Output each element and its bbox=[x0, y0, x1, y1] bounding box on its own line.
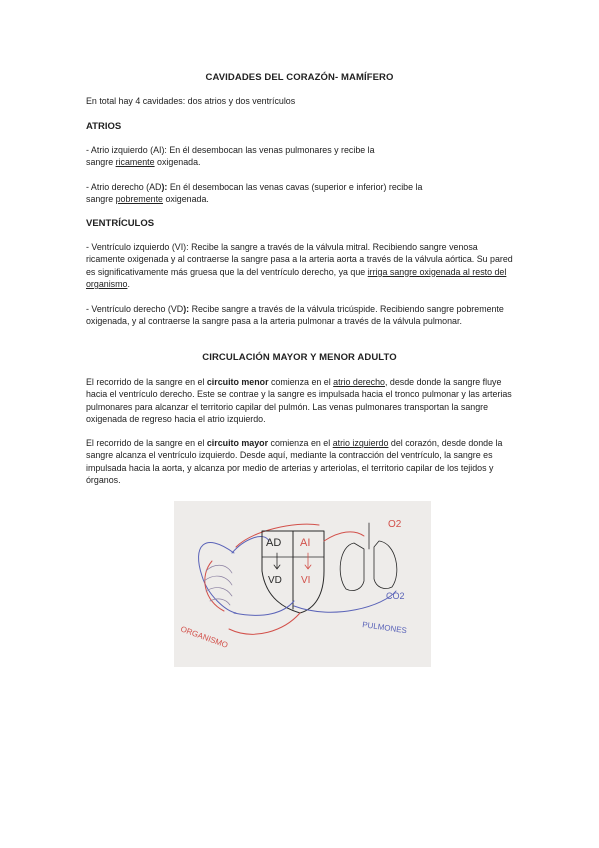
atrio-derecho-paragraph bbox=[86, 181, 518, 206]
document-title: CAVIDADES DEL CORAZÓN- MAMÍFERO bbox=[205, 72, 394, 83]
organismo-arterial-loop bbox=[205, 561, 224, 611]
ventriculo-derecho-text-1: - Ventrículo derecho (VD bbox=[86, 304, 184, 314]
circuito-menor-text-3: , desde donde la sangre fluye hacia el ventrículo derecho. Este se contrae y la sangre es impulsada hacia el tronco pulmonar y las arterias pulmonares para alcanzar el territorio capilar del pulmón. Las venas pulmonares transportan la sangre oxigenada de regreso hacia el atrio izquierdo. bbox=[86, 377, 512, 424]
venas-pulmonares bbox=[324, 532, 364, 541]
ventriculo-izquierdo-underlined: irriga sangre oxigenada al resto del organismo bbox=[86, 266, 507, 289]
circulation-diagram bbox=[174, 501, 431, 667]
atrio-izquierdo-text-3: oxigenada. bbox=[154, 157, 201, 168]
atrios-heading: ATRIOS bbox=[86, 121, 122, 132]
atrio-derecho-text-1: - Atrio derecho (AD bbox=[86, 182, 162, 192]
label-organismo: ORGANISMO bbox=[179, 624, 230, 650]
vena-cava bbox=[232, 537, 269, 553]
ventriculo-derecho-text-2: Recibe sangre a través de la válvula tricúspide. Recibiendo sangre pobremente oxigenada, y al contraerse la sangre pasa a la arteria pulmonar a través de la válvula pulmonar. bbox=[86, 304, 504, 327]
label-o2: O2 bbox=[388, 519, 402, 530]
pulmon-izquierdo bbox=[340, 543, 364, 591]
ventriculo-izquierdo-text-1: - Ventrículo izquierdo (VI): Recibe la sangre a través de la válvula mitral. Recibiendo sangre venosa ricamente oxigenada y al contraerse la sangre pasa a la arteria aorta a través de la válvula aórtica. Su pared es significativamente más gruesa que la del ventrículo derecho, ya que bbox=[86, 242, 513, 277]
atrio-izquierdo-text-2: sangre bbox=[86, 157, 116, 168]
label-pulmones: PULMONES bbox=[361, 620, 408, 636]
circulation-drawing bbox=[174, 501, 431, 667]
circuito-menor-text-2: comienza en el bbox=[268, 377, 334, 387]
atrio-derecho-underlined: pobremente bbox=[115, 194, 163, 205]
ventriculo-izquierdo-text-2: . bbox=[127, 278, 130, 289]
label-ad: AD bbox=[266, 537, 282, 549]
atrio-derecho-bold: ): bbox=[161, 182, 168, 192]
circuito-mayor-underlined: atrio izquierdo bbox=[332, 438, 389, 448]
arteria-organismo bbox=[229, 613, 300, 634]
circulacion-heading: CIRCULACIÓN MAYOR Y MENOR ADULTO bbox=[202, 352, 397, 363]
circuito-mayor-paragraph bbox=[86, 437, 518, 486]
circuito-mayor-bold: circuito mayor bbox=[206, 438, 269, 448]
label-co2: CO2 bbox=[386, 591, 405, 601]
ventriculo-derecho-bold: ): bbox=[183, 304, 190, 314]
organismo-venous-loop bbox=[199, 543, 236, 613]
intro-text: En total hay 4 cavidades: dos atrios y dos ventrículos bbox=[86, 96, 296, 106]
ventriculos-heading: VENTRÍCULOS bbox=[86, 218, 155, 229]
circuito-menor-paragraph bbox=[86, 376, 518, 425]
atrio-izquierdo-text-1: - Atrio izquierdo (AI): En él desembocan las venas pulmonares y recibe la bbox=[86, 145, 375, 155]
atrio-izquierdo-underlined: ricamente bbox=[115, 157, 155, 168]
circuito-menor-bold: circuito menor bbox=[206, 377, 269, 387]
atrio-derecho-text-4: oxigenada. bbox=[162, 194, 209, 205]
arrow-ai-vi bbox=[305, 553, 311, 569]
ventriculo-derecho-paragraph bbox=[86, 303, 518, 328]
label-vi: VI bbox=[301, 575, 311, 586]
circuito-menor-underlined: atrio derecho bbox=[333, 377, 385, 387]
circuito-mayor-text-3: del corazón, desde donde la sangre alcanza el ventrículo izquierdo. Desde aquí, mediante la contracción del ventrículo, la sangre es impulsada hacia la aorta, y alcanza por medio de arterias y arteriolas, el territorio capilar de los tejidos y órganos. bbox=[86, 438, 503, 485]
label-ai: AI bbox=[300, 537, 311, 549]
ventriculo-izquierdo-paragraph bbox=[86, 241, 518, 290]
vena-organismo bbox=[234, 601, 294, 615]
circuito-menor-text-1: El recorrido de la sangre en el bbox=[86, 377, 207, 387]
pulmon-derecho bbox=[374, 541, 397, 589]
circuito-mayor-text-1: El recorrido de la sangre en el bbox=[86, 438, 207, 448]
capilares-organismo bbox=[204, 565, 232, 605]
label-vd: VD bbox=[268, 575, 282, 586]
arrow-ad-vd bbox=[274, 553, 280, 569]
atrio-izquierdo-paragraph bbox=[86, 144, 518, 169]
atrio-derecho-text-3: sangre bbox=[86, 194, 116, 205]
circuito-mayor-text-2: comienza en el bbox=[268, 438, 333, 448]
atrio-derecho-text-2: En él desembocan las venas cavas (superior e inferior) recibe la bbox=[167, 182, 423, 192]
